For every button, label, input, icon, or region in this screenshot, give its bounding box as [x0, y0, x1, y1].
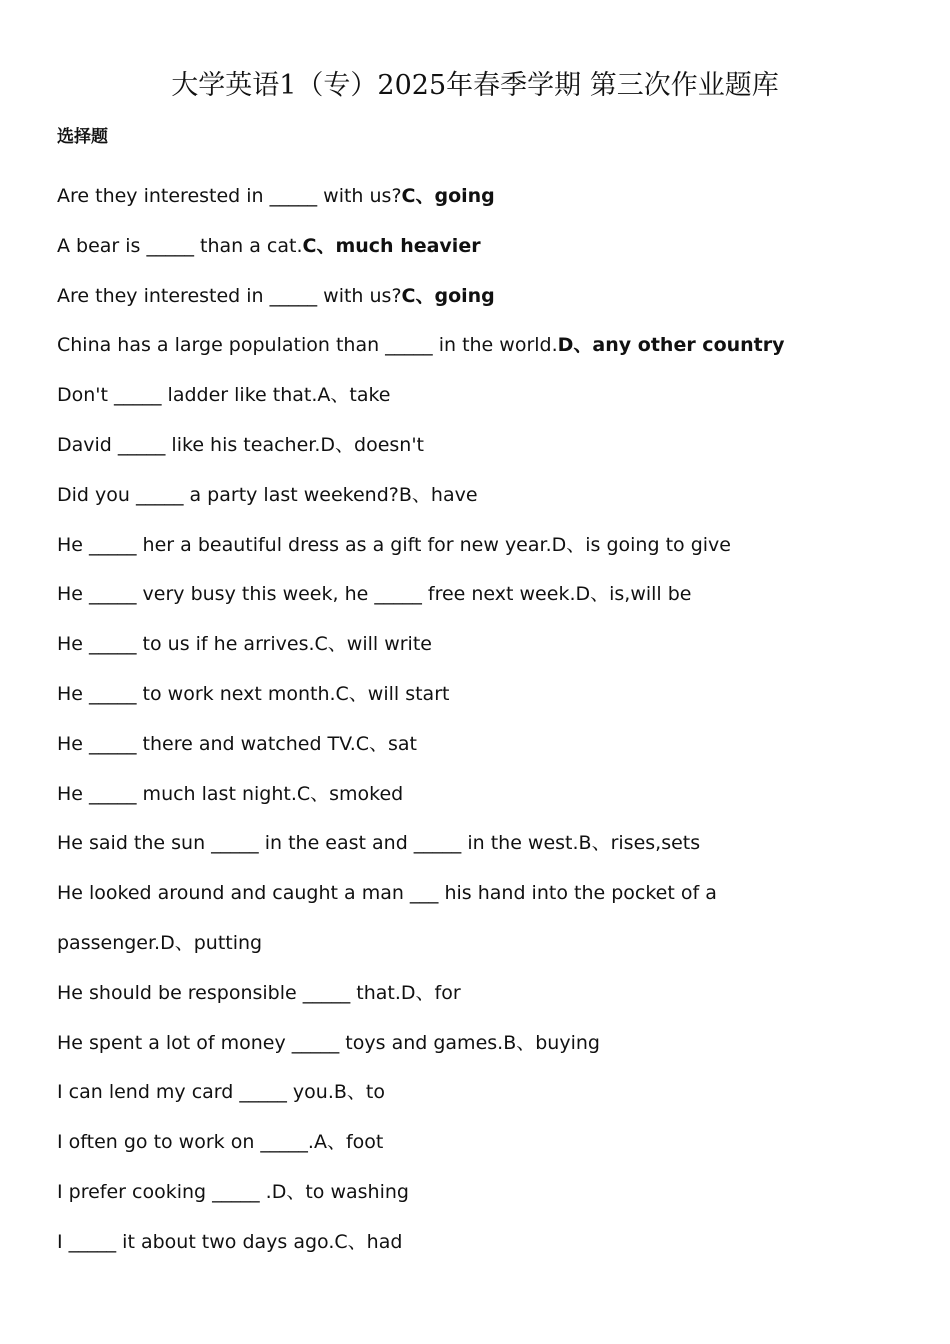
question-text: He _____ her a beautiful dress as a gift for new year. — [57, 533, 552, 556]
answer-text: D、putting — [160, 931, 263, 954]
document-title: 大学英语1（专）2025年春季学期 第三次作业题库 — [171, 70, 779, 101]
question-line — [57, 321, 907, 371]
question-text: I _____ it about two days ago. — [57, 1230, 335, 1253]
question-line — [57, 1068, 907, 1118]
answer-text: D、doesn't — [320, 433, 424, 456]
answer-text: D、is,will be — [575, 583, 692, 606]
answer-text: A、take — [317, 384, 391, 407]
answer-text: C、sat — [355, 732, 418, 755]
answer-text: B、have — [398, 483, 478, 506]
question-line — [57, 919, 907, 969]
answer-text: C、will write — [314, 633, 432, 656]
section-heading: 选择题 — [57, 127, 108, 147]
question-text: He _____ to work next month. — [57, 682, 336, 705]
question-text: He looked around and caught a man ___ his hand into the pocket of a — [57, 882, 717, 905]
question-line — [57, 670, 907, 720]
answer-text: C、had — [334, 1230, 403, 1253]
question-text: passenger. — [57, 931, 161, 954]
answer-text: C、going — [401, 284, 495, 307]
answer-text: D、for — [400, 981, 461, 1004]
answer-text: C、going — [401, 185, 495, 207]
question-line — [57, 1218, 907, 1268]
question-line — [57, 371, 907, 421]
question-text: I often go to work on _____. — [57, 1131, 314, 1154]
question-text: David _____ like his teacher. — [57, 433, 321, 456]
question-line — [57, 620, 907, 670]
question-line — [57, 720, 907, 770]
question-text: He _____ there and watched TV. — [57, 732, 356, 755]
question-line — [57, 1168, 907, 1218]
question-text: He _____ much last night. — [57, 782, 297, 805]
question-line — [57, 471, 907, 521]
question-text: He spent a lot of money _____ toys and games. — [57, 1031, 504, 1054]
question-text: China has a large population than _____ in the world. — [57, 334, 558, 357]
question-text: A bear is _____ than a cat. — [57, 234, 303, 257]
question-line — [57, 1118, 907, 1168]
answer-text: B、to — [333, 1081, 385, 1104]
answer-text: D、any other country — [557, 334, 785, 357]
question-line — [57, 521, 907, 571]
answer-text: D、to washing — [271, 1180, 409, 1203]
question-line — [57, 770, 907, 820]
question-text: Are they interested in _____ with us? — [57, 185, 402, 207]
question-list — [57, 172, 907, 1268]
question-line — [57, 969, 907, 1019]
question-text: He _____ to us if he arrives. — [57, 633, 315, 656]
answer-text: B、buying — [503, 1031, 600, 1054]
question-text: He _____ very busy this week, he _____ free next week. — [57, 583, 576, 606]
answer-text: B、rises,sets — [578, 832, 701, 855]
answer-text: C、will start — [335, 682, 450, 705]
question-line — [57, 421, 907, 471]
question-text: I prefer cooking _____ . — [57, 1180, 272, 1203]
question-line — [57, 172, 907, 222]
answer-text: C、much heavier — [302, 234, 481, 257]
answer-text: A、foot — [313, 1131, 384, 1154]
question-line — [57, 272, 907, 322]
question-text: Did you _____ a party last weekend? — [57, 483, 399, 506]
question-line — [57, 222, 907, 272]
question-text: I can lend my card _____ you. — [57, 1081, 334, 1104]
question-text: Don't _____ ladder like that. — [57, 384, 318, 407]
question-line — [57, 869, 907, 919]
answer-text: C、smoked — [296, 782, 404, 805]
question-text: He said the sun _____ in the east and _____ in the west. — [57, 832, 579, 855]
question-line — [57, 1019, 907, 1069]
question-text: He should be responsible _____ that. — [57, 981, 401, 1004]
question-line — [57, 819, 907, 869]
answer-text: D、is going to give — [551, 533, 731, 556]
question-line — [57, 570, 907, 620]
question-text: Are they interested in _____ with us? — [57, 284, 402, 307]
